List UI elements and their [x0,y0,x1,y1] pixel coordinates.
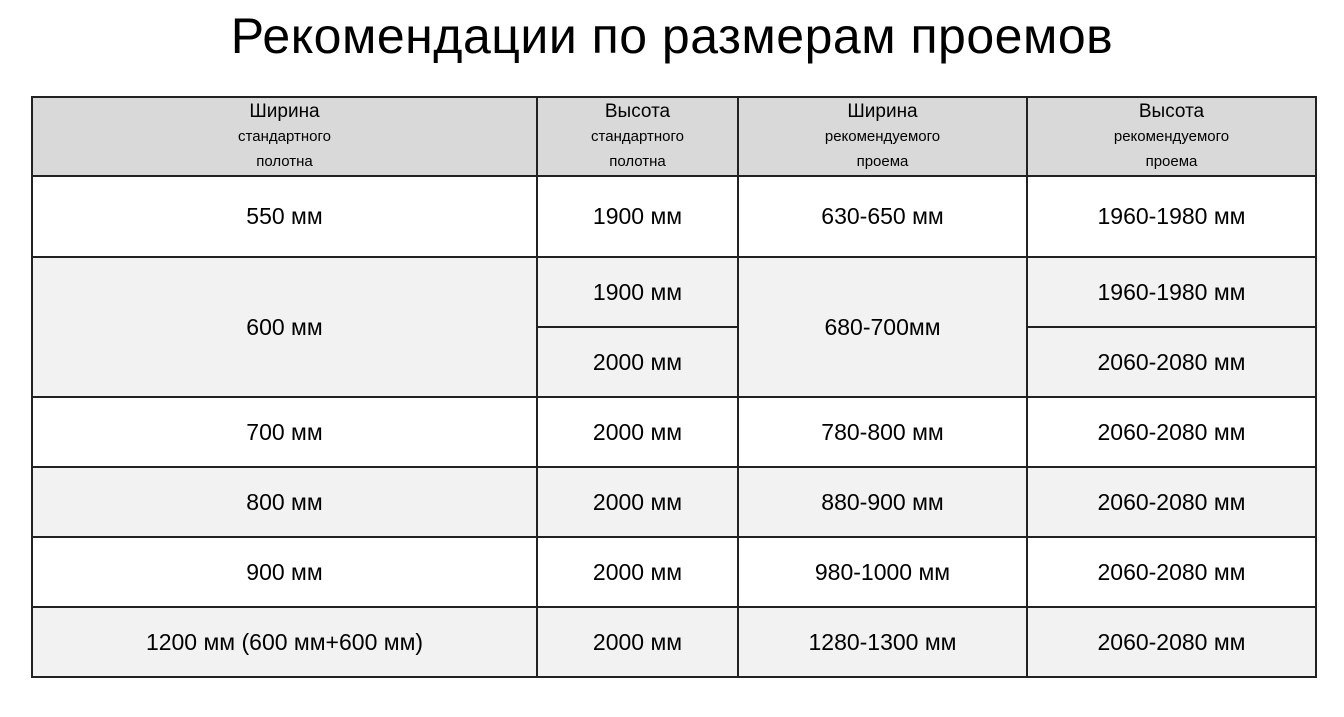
header-line: проема [856,153,909,170]
cell-width: 600 мм [32,257,537,397]
cell-width: 700 мм [32,397,537,467]
header-standard-height [537,97,738,176]
cell-rec-height: 2060-2080 мм [1027,327,1316,397]
table-row [32,607,1316,677]
header-line: рекомендуемого [824,128,941,145]
cell-height: 2000 мм [537,327,738,397]
header-line: Высота [1138,101,1205,122]
cell-height: 2000 мм [537,537,738,607]
cell-rec-width: 1280-1300 мм [738,607,1027,677]
table-row [32,257,1316,327]
cell-height: 2000 мм [537,607,738,677]
cell-height: 1900 мм [537,176,738,257]
cell-rec-height: 2060-2080 мм [1027,467,1316,537]
cell-width: 800 мм [32,467,537,537]
cell-rec-width: 680-700мм [738,257,1027,397]
header-line: полотна [256,153,313,170]
cell-rec-height: 1960-1980 мм [1027,257,1316,327]
table-row [32,467,1316,537]
cell-rec-width: 630-650 мм [738,176,1027,257]
cell-rec-width: 980-1000 мм [738,537,1027,607]
table-row [32,537,1316,607]
page-title: Рекомендации по размерам проемов [230,8,1114,64]
door-size-table [31,96,1317,678]
cell-rec-width: 780-800 мм [738,397,1027,467]
cell-width: 1200 мм (600 мм+600 мм) [32,607,537,677]
cell-rec-width: 880-900 мм [738,467,1027,537]
header-line: Высота [604,101,671,122]
cell-rec-height: 2060-2080 мм [1027,537,1316,607]
header-line: стандартного [591,128,684,145]
cell-height: 2000 мм [537,467,738,537]
header-row [32,97,1316,176]
header-standard-width [32,97,537,176]
table-row [32,397,1316,467]
header-line: рекомендуемого [1113,128,1230,145]
header-recommended-width [738,97,1027,176]
cell-width: 550 мм [32,176,537,257]
header-line: Ширина [249,101,320,122]
table-row [32,176,1316,257]
cell-rec-height: 2060-2080 мм [1027,607,1316,677]
header-recommended-height [1027,97,1316,176]
cell-width: 900 мм [32,537,537,607]
header-line: проема [1145,153,1198,170]
cell-rec-height: 1960-1980 мм [1027,176,1316,257]
cell-height: 2000 мм [537,397,738,467]
cell-rec-height: 2060-2080 мм [1027,397,1316,467]
header-line: Ширина [847,101,918,122]
header-line: полотна [609,153,666,170]
header-line: стандартного [238,128,331,145]
cell-height: 1900 мм [537,257,738,327]
